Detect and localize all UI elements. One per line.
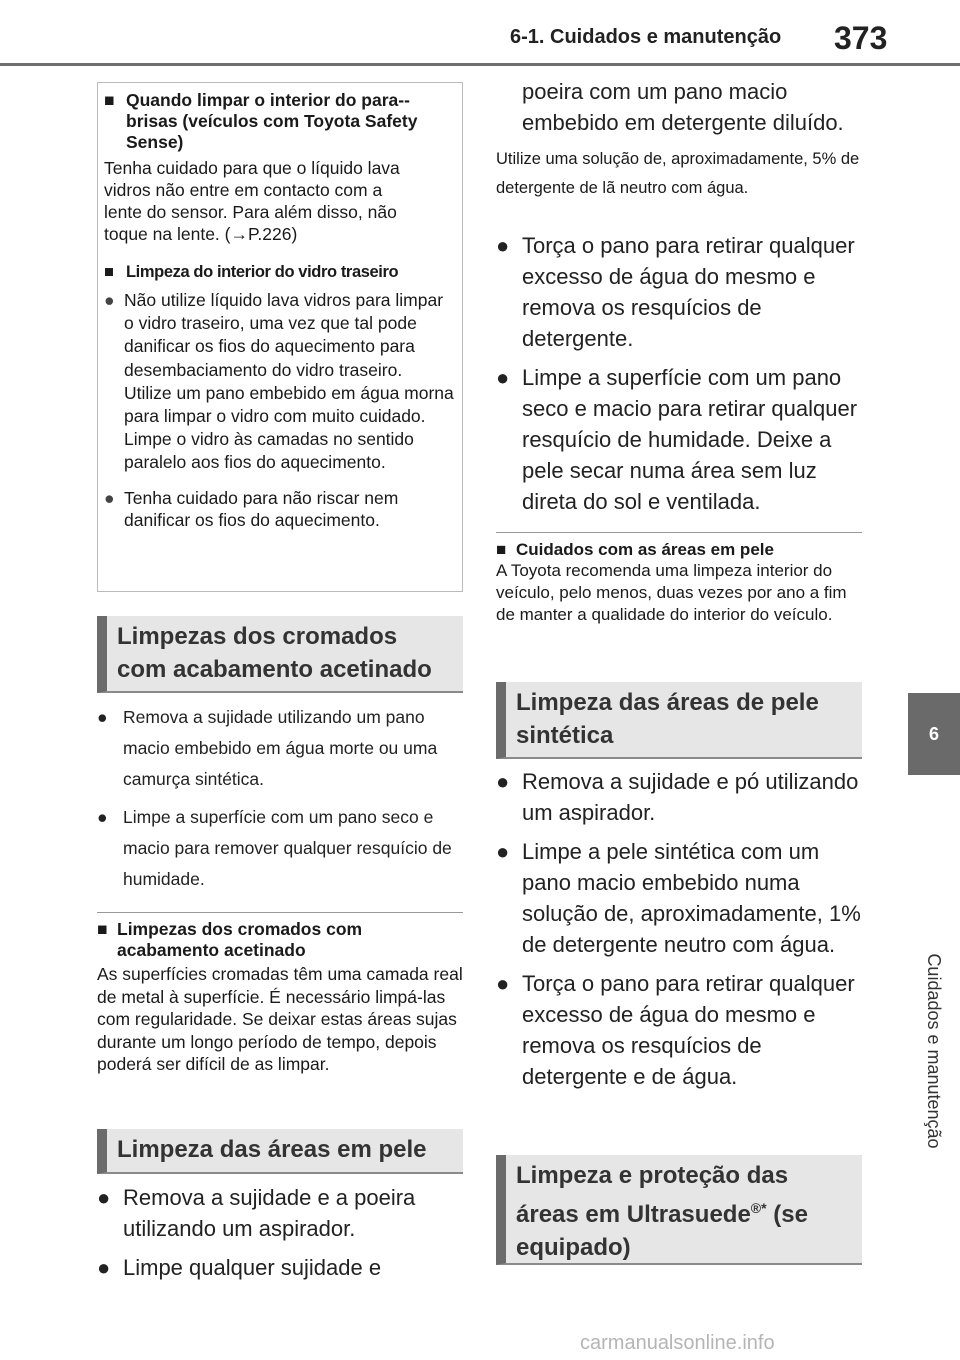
watermark: carmanualsonline.info — [580, 1332, 775, 1354]
section-header-leather: Limpeza das áreas em pele — [97, 1129, 463, 1174]
synthetic-bullets — [496, 766, 862, 1092]
bullet-dot-icon: ● — [97, 1185, 111, 1210]
square-bullet-icon: ■ — [104, 90, 115, 110]
leather-care-heading: ■ Cuidados com as áreas em pele — [496, 540, 774, 559]
section-header-ultrasuede: Limpeza e proteção das áreas em Ultrasuede®* (se equipado) — [496, 1155, 862, 1265]
bullet-dot-icon: ● — [97, 707, 108, 727]
section-title: 6-1. Cuidados e manutenção — [510, 26, 782, 48]
header-divider — [0, 63, 960, 66]
page-number: 373 — [834, 20, 888, 56]
divider — [97, 912, 463, 913]
square-bullet-icon: ■ — [97, 919, 108, 939]
list-item: ● Limpe a pele sintética com um pano macio embebido numa solução de, aproximadamente, 1% de detergente neutro com água. — [496, 836, 862, 960]
list-item: ● Limpe a superfície com um pano seco e macio para retirar qualquer resquício de humidade. Deixe a pele secar numa área sem luz direta do sol e ventilada. — [496, 362, 862, 517]
bullet-dot-icon: ● — [97, 1255, 111, 1280]
bullet-dot-icon: ● — [496, 839, 510, 864]
list-item: ● Torça o pano para retirar qualquer excesso de água do mesmo e remova os resquícios de detergente. — [496, 230, 862, 354]
list-item: ● Tenha cuidado para não riscar nem danificar os fios do aquecimento. — [104, 487, 399, 530]
bullet-dot-icon: ● — [97, 807, 108, 827]
leather-care-text: A Toyota recomenda uma limpeza interior do veículo, pelo menos, duas vezes por ano a fim de manter a qualidade do interior do veículo. — [496, 561, 847, 624]
continued-text: poeira com um pano macio embebido em detergente diluído. — [522, 79, 844, 135]
section-header-synthetic: Limpeza das áreas de pele sintética — [496, 682, 862, 759]
list-item: ● Limpe a superfície com um pano seco e macio para remover qualquer resquício de humidade. — [97, 802, 463, 895]
chrome-note — [97, 919, 463, 1076]
circle-bullet-icon: ● — [104, 487, 115, 508]
bullet-dot-icon: ● — [496, 365, 510, 390]
windshield-text: Tenha cuidado para que o líquido lava vidros não entre em contacto com a lente do sensor. Para além disso, não toque na lente. (→P.226) — [104, 158, 400, 244]
rear-window-heading: ■ Limpeza do interior do vidro traseiro — [104, 263, 399, 281]
dilution-note: Utilize uma solução de, aproximadamente, 5% de detergente de lã neutro com água. — [496, 150, 860, 197]
leather-bullets-left — [97, 1182, 463, 1283]
divider — [496, 532, 862, 533]
chapter-label: Cuidados e manutenção — [924, 953, 945, 1149]
chapter-tab — [908, 693, 960, 775]
list-item: ● Torça o pano para retirar qualquer excesso de água do mesmo e remova os resquícios de detergente e de água. — [496, 968, 862, 1092]
bullet-dot-icon: ● — [496, 233, 510, 258]
list-item: ● Remova a sujidade e a poeira utilizando um aspirador. — [97, 1182, 463, 1244]
leather-care-note — [496, 539, 862, 626]
info-box-content — [104, 90, 454, 531]
square-bullet-icon: ■ — [496, 540, 507, 559]
leather-bullets-right — [496, 230, 862, 517]
chapter-number: 6 — [928, 723, 939, 744]
section-header-chrome: Limpezas dos cromados com acabamento acetinado — [97, 616, 463, 693]
list-item: ● Não utilize líquido lava vidros para limpar o vidro traseiro, uma vez que tal pode danificar os fios do aquecimento para desembaciamento do vidro traseiro. Utilize um pano embebido em água morna para limpar o vidro com muito cuidado. Limpe o vidro às camadas no sentido paralelo aos fios do aquecimento. — [104, 289, 454, 475]
list-item: ● Limpe qualquer sujidade e — [97, 1252, 463, 1283]
circle-bullet-icon: ● — [104, 290, 115, 310]
square-bullet-icon: ■ — [104, 263, 114, 281]
list-item: ● Remova a sujidade e pó utilizando um aspirador. — [496, 766, 862, 828]
windshield-heading: ■ Quando limpar o interior do para--brisas (veículos com Toyota Safety Sense) — [104, 90, 418, 152]
chrome-note-text: As superfícies cromadas têm uma camada real de metal à superfície. É necessário limpá-las com regularidade. Se deixar estas áreas sujas durante um longo período de tempo, depois poderá ser difícil de as limpar. — [97, 964, 463, 1074]
bullet-dot-icon: ● — [496, 769, 510, 794]
chrome-bullets — [97, 702, 463, 895]
bullet-dot-icon: ● — [496, 971, 510, 996]
list-item: ● Remova a sujidade utilizando um pano macio embebido em água morte ou uma camurça sintética. — [97, 702, 463, 795]
chrome-note-heading: ■ Limpezas dos cromados com acabamento acetinado — [97, 919, 363, 960]
